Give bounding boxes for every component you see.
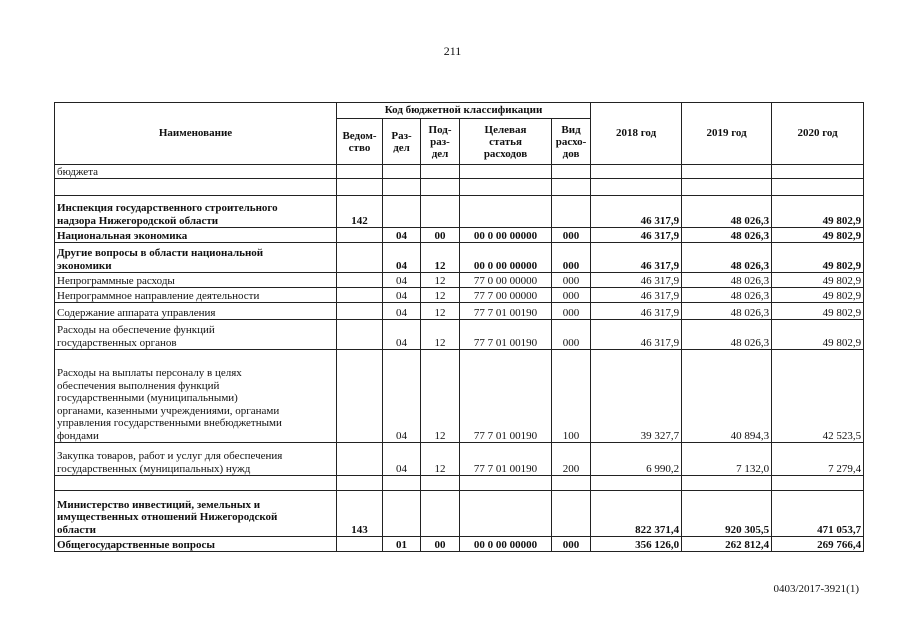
row-podrazdel: 12	[421, 243, 460, 273]
header-razdel: Раз- дел	[383, 119, 421, 165]
row-razdel: 04	[383, 288, 421, 303]
row-2019	[682, 476, 772, 491]
row-name: Другие вопросы в области национальной экономики	[55, 243, 337, 273]
row-podrazdel	[421, 165, 460, 179]
table-row	[55, 228, 864, 243]
row-name: Министерство инвестиций, земельных и имущественных отношений Нижегородской области	[55, 491, 337, 537]
row-vid: 100	[552, 350, 591, 443]
row-celevaya	[460, 179, 552, 196]
header-vid: Вид расхо- дов	[552, 119, 591, 165]
table-row	[55, 288, 864, 303]
row-vid	[552, 196, 591, 228]
header-2019: 2019 год	[682, 103, 772, 165]
row-podrazdel	[421, 196, 460, 228]
row-name: Расходы на выплаты персоналу в целях обеспечения выполнения функций государственными (муниципальными) органами, казенными учреждениями, органами управления государственными внебюджетными фондами	[55, 350, 337, 443]
row-podrazdel: 00	[421, 537, 460, 552]
row-vid	[552, 491, 591, 537]
row-name: Содержание аппарата управления	[55, 303, 337, 320]
row-vid: 000	[552, 243, 591, 273]
row-vid	[552, 165, 591, 179]
row-podrazdel	[421, 179, 460, 196]
row-2019	[682, 165, 772, 179]
row-2020: 7 279,4	[772, 443, 864, 476]
row-2019: 48 026,3	[682, 288, 772, 303]
row-vid: 000	[552, 288, 591, 303]
table-row	[55, 491, 864, 537]
row-2020: 471 053,7	[772, 491, 864, 537]
row-celevaya	[460, 491, 552, 537]
row-vedomstvo	[337, 350, 383, 443]
row-vedomstvo	[337, 228, 383, 243]
row-razdel: 04	[383, 243, 421, 273]
row-2018: 822 371,4	[591, 491, 682, 537]
row-razdel: 04	[383, 228, 421, 243]
row-vid: 000	[552, 537, 591, 552]
row-podrazdel: 12	[421, 320, 460, 350]
row-vid	[552, 476, 591, 491]
row-2018: 46 317,9	[591, 303, 682, 320]
row-vedomstvo	[337, 537, 383, 552]
row-2020	[772, 179, 864, 196]
table-row	[55, 476, 864, 491]
row-vedomstvo	[337, 303, 383, 320]
row-2018: 6 990,2	[591, 443, 682, 476]
row-2020: 49 802,9	[772, 196, 864, 228]
row-2019: 48 026,3	[682, 303, 772, 320]
row-vedomstvo: 143	[337, 491, 383, 537]
row-razdel: 04	[383, 303, 421, 320]
row-celevaya: 00 0 00 00000	[460, 228, 552, 243]
table-row	[55, 443, 864, 476]
row-celevaya: 77 7 01 00190	[460, 443, 552, 476]
row-name: Закупка товаров, работ и услуг для обеспечения государственных (муниципальных) нужд	[55, 443, 337, 476]
row-2018: 46 317,9	[591, 196, 682, 228]
row-2018: 46 317,9	[591, 288, 682, 303]
row-name: Расходы на обеспечение функций государственных органов	[55, 320, 337, 350]
row-razdel: 04	[383, 320, 421, 350]
row-vedomstvo	[337, 273, 383, 288]
row-podrazdel: 12	[421, 443, 460, 476]
row-2019: 48 026,3	[682, 243, 772, 273]
document-code: 0403/2017-3921(1)	[773, 583, 859, 595]
header-podrazdel: Под- раз- дел	[421, 119, 460, 165]
table-row	[55, 243, 864, 273]
row-2019: 262 812,4	[682, 537, 772, 552]
row-razdel	[383, 165, 421, 179]
row-razdel	[383, 491, 421, 537]
row-razdel	[383, 179, 421, 196]
header-2020: 2020 год	[772, 103, 864, 165]
row-2020: 49 802,9	[772, 243, 864, 273]
row-podrazdel	[421, 476, 460, 491]
row-2018: 46 317,9	[591, 320, 682, 350]
row-podrazdel	[421, 491, 460, 537]
row-2020: 269 766,4	[772, 537, 864, 552]
row-2019: 40 894,3	[682, 350, 772, 443]
row-2019	[682, 179, 772, 196]
row-podrazdel: 00	[421, 228, 460, 243]
row-razdel	[383, 476, 421, 491]
table-row	[55, 179, 864, 196]
budget-table	[54, 102, 864, 552]
row-name	[55, 476, 337, 491]
row-vedomstvo	[337, 179, 383, 196]
header-celevaya: Целевая статья расходов	[460, 119, 552, 165]
row-vid	[552, 179, 591, 196]
row-razdel: 04	[383, 443, 421, 476]
row-celevaya: 77 0 00 00000	[460, 273, 552, 288]
row-name: Инспекция государственного строительного надзора Нижегородской области	[55, 196, 337, 228]
row-2018: 46 317,9	[591, 273, 682, 288]
row-celevaya: 00 0 00 00000	[460, 243, 552, 273]
row-name: Национальная экономика	[55, 228, 337, 243]
row-name: Непрограммное направление деятельности	[55, 288, 337, 303]
row-vedomstvo	[337, 165, 383, 179]
row-2018: 46 317,9	[591, 228, 682, 243]
row-2018	[591, 165, 682, 179]
row-2018: 39 327,7	[591, 350, 682, 443]
row-2020: 49 802,9	[772, 320, 864, 350]
row-celevaya: 77 7 01 00190	[460, 320, 552, 350]
row-2018	[591, 476, 682, 491]
row-vid: 000	[552, 228, 591, 243]
row-vid: 200	[552, 443, 591, 476]
row-celevaya: 77 7 01 00190	[460, 350, 552, 443]
table-body	[55, 165, 864, 552]
row-vedomstvo: 142	[337, 196, 383, 228]
header-code-group: Код бюджетной классификации	[337, 103, 591, 119]
table-row	[55, 537, 864, 552]
row-celevaya: 00 0 00 00000	[460, 537, 552, 552]
row-vedomstvo	[337, 288, 383, 303]
row-2020: 49 802,9	[772, 303, 864, 320]
row-razdel: 04	[383, 273, 421, 288]
row-celevaya: 77 7 00 00000	[460, 288, 552, 303]
header-vedomstvo: Ведом- ство	[337, 119, 383, 165]
row-razdel: 04	[383, 350, 421, 443]
row-podrazdel: 12	[421, 303, 460, 320]
row-podrazdel: 12	[421, 350, 460, 443]
table-row	[55, 196, 864, 228]
row-vedomstvo	[337, 320, 383, 350]
row-celevaya	[460, 476, 552, 491]
row-2020: 49 802,9	[772, 228, 864, 243]
page-number: 211	[443, 44, 462, 58]
row-2018: 46 317,9	[591, 243, 682, 273]
header-2018: 2018 год	[591, 103, 682, 165]
table-row	[55, 165, 864, 179]
row-name: Общегосударственные вопросы	[55, 537, 337, 552]
row-2019: 48 026,3	[682, 273, 772, 288]
row-celevaya	[460, 165, 552, 179]
table-row	[55, 303, 864, 320]
row-vid: 000	[552, 273, 591, 288]
row-vid: 000	[552, 320, 591, 350]
row-podrazdel: 12	[421, 273, 460, 288]
row-razdel	[383, 196, 421, 228]
row-2019: 920 305,5	[682, 491, 772, 537]
row-vedomstvo	[337, 243, 383, 273]
row-2019: 48 026,3	[682, 196, 772, 228]
header-name: Наименование	[55, 103, 337, 165]
row-2018: 356 126,0	[591, 537, 682, 552]
row-2020: 49 802,9	[772, 288, 864, 303]
row-2019: 7 132,0	[682, 443, 772, 476]
row-celevaya	[460, 196, 552, 228]
row-2020: 49 802,9	[772, 273, 864, 288]
row-name: бюджета	[55, 165, 337, 179]
row-2020	[772, 476, 864, 491]
row-razdel: 01	[383, 537, 421, 552]
row-podrazdel: 12	[421, 288, 460, 303]
row-vedomstvo	[337, 476, 383, 491]
row-vid: 000	[552, 303, 591, 320]
row-celevaya: 77 7 01 00190	[460, 303, 552, 320]
table-row	[55, 273, 864, 288]
row-2020	[772, 165, 864, 179]
table-row	[55, 350, 864, 443]
row-2018	[591, 179, 682, 196]
row-name: Непрограммные расходы	[55, 273, 337, 288]
row-name	[55, 179, 337, 196]
table-row	[55, 320, 864, 350]
row-2019: 48 026,3	[682, 228, 772, 243]
row-2019: 48 026,3	[682, 320, 772, 350]
row-vedomstvo	[337, 443, 383, 476]
row-2020: 42 523,5	[772, 350, 864, 443]
